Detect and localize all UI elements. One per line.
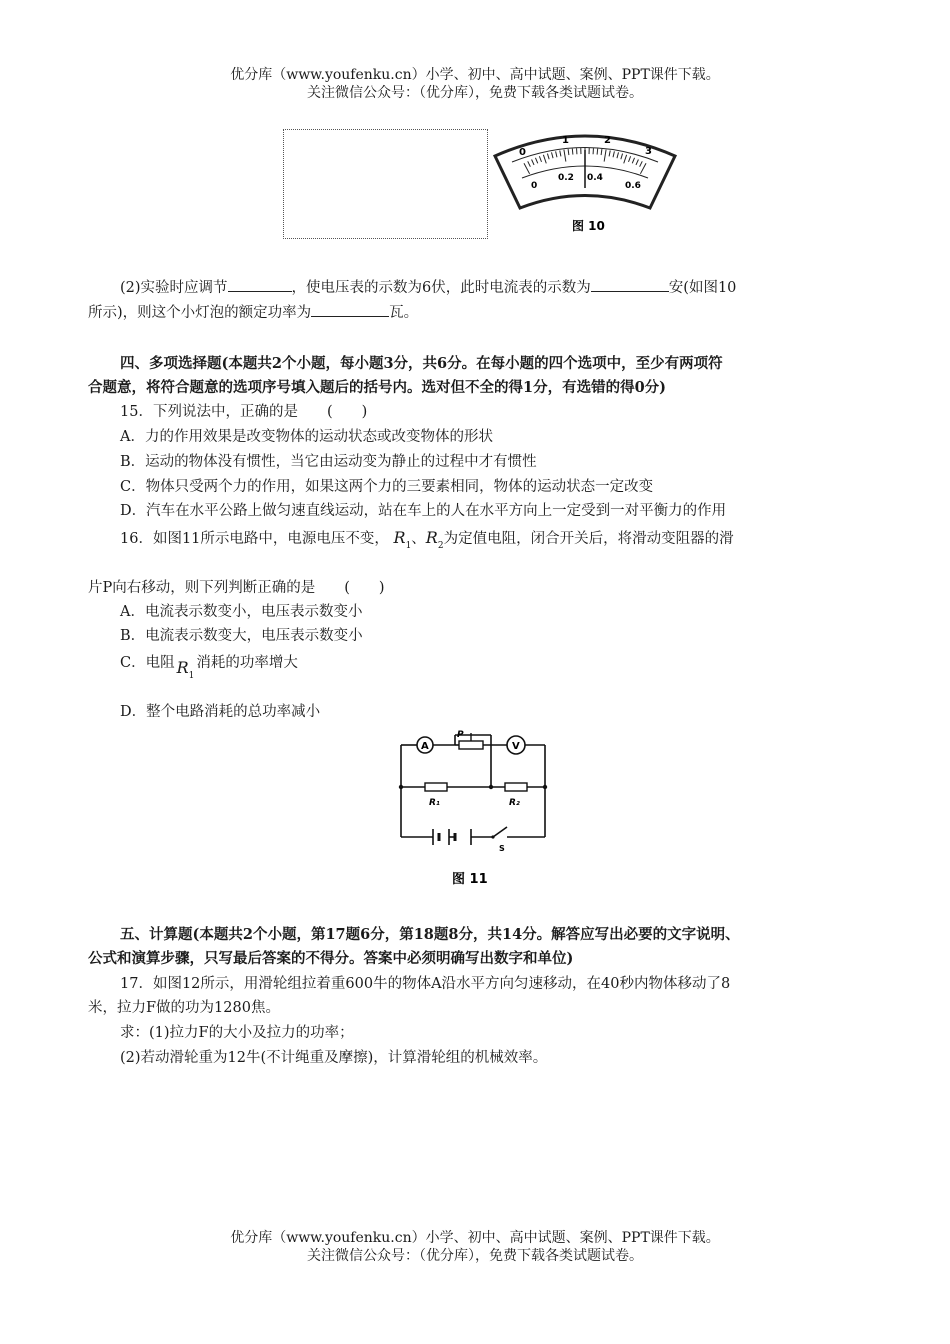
scale-bottom-0: 0 xyxy=(531,181,538,191)
circuit-diagram-figure xyxy=(395,725,555,890)
dial-tick xyxy=(568,149,569,155)
scale-top-3: 3 xyxy=(645,146,652,157)
section5-heading-1: 五、计算题(本题共2个小题，第17题6分，第18题8分，共14分。解答应写出必要的文字说明、 xyxy=(120,926,740,943)
dial-tick xyxy=(528,161,531,166)
r1-symbol xyxy=(425,783,447,791)
q16-option-b: B．电流表示数变大，电压表示数变小 xyxy=(120,628,363,644)
section5-heading-2: 公式和演算步骤，只写最后答案的不得分。答案中必须明确写出数字和单位) xyxy=(88,950,574,967)
dial-tick xyxy=(640,161,643,166)
switch-pivot xyxy=(491,835,494,838)
dial-tick xyxy=(632,158,634,164)
dial-tick xyxy=(543,155,546,164)
dial-tick xyxy=(613,151,614,157)
junction-dot xyxy=(543,785,547,789)
q14-2-line2: 所示)，则这个小灯泡的额定功率为 瓦。 xyxy=(88,302,418,323)
section4-heading-1: 四、多项选择题(本题共2个小题，每小题3分，共6分。在每小题的四个选项中，至少有两项符 xyxy=(120,355,723,372)
dial-tick xyxy=(556,151,557,157)
r2-symbol xyxy=(505,783,527,791)
dial-tick xyxy=(564,150,566,162)
q16-option-a: A．电流表示数变小，电压表示数变小 xyxy=(120,604,363,620)
scale-top-0: 0 xyxy=(519,147,526,158)
drawing-box xyxy=(283,129,488,239)
scale-bottom-2: 0.4 xyxy=(587,173,603,183)
q17-line-1: 17．如图12所示，用滑轮组拉着重600牛的物体A沿水平方向匀速移动，在40秒内物体移动了8 xyxy=(120,976,731,992)
q17-line-2: 米，拉力F做的功为1280焦。 xyxy=(88,1000,280,1016)
q16-option-c: C．电阻 $R_1$消耗的功率增大 xyxy=(120,655,298,681)
dial-tick xyxy=(560,150,561,156)
fig11-caption: 图 11 xyxy=(452,872,488,887)
dial-tick xyxy=(617,152,619,158)
footer-line-1: 优分库（www.youfenku.cn）小学、初中、高中试题、案例、PPT课件下载。 xyxy=(230,1230,720,1246)
dial-tick xyxy=(609,150,610,156)
q15-option-b: B．运动的物体没有惯性，当它由运动变为静止的过程中才有惯性 xyxy=(120,454,537,470)
dial-tick xyxy=(621,154,623,160)
dial-tick xyxy=(532,159,534,164)
dial-tick xyxy=(524,163,530,174)
dial-tick xyxy=(539,156,541,162)
scale-top-1: 1 xyxy=(562,135,569,146)
junction-dot xyxy=(399,785,403,789)
switch-symbol xyxy=(493,827,507,837)
dial-tick xyxy=(604,150,606,162)
dial-tick xyxy=(636,159,638,164)
dial-tick xyxy=(628,156,630,162)
scale-top-2: 2 xyxy=(604,135,611,146)
ammeter-label: A xyxy=(421,741,429,752)
fig10-caption: 图 10 xyxy=(572,219,605,233)
q16-stem-line2: 片P向右移动，则下列判断正确的是 ( ) xyxy=(88,580,385,596)
q17-line-4: (2)若动滑轮重为12牛(不计绳重及摩擦)，计算滑轮组的机械效率。 xyxy=(120,1050,548,1066)
q15-option-d: D．汽车在水平公路上做匀速直线运动，站在车上的人在水平方向上一定受到一对平衡力的作用 xyxy=(120,503,727,519)
dial-tick xyxy=(535,158,537,164)
dial-tick xyxy=(551,152,553,158)
header-line-2: 关注微信公众号：（优分库），免费下载各类试题试卷。 xyxy=(307,85,643,101)
header-line-1: 优分库（www.youfenku.cn）小学、初中、高中试题、案例、PPT课件下载。 xyxy=(230,67,720,83)
dial-tick xyxy=(640,163,646,174)
scale-bottom-3: 0.6 xyxy=(625,181,641,191)
blank-2 xyxy=(591,277,669,292)
q16-option-d: D．整个电路消耗的总功率减小 xyxy=(120,704,321,720)
dial-tick xyxy=(597,149,598,155)
q15-stem: 15．下列说法中，正确的是 ( ) xyxy=(120,404,368,420)
voltmeter-label: V xyxy=(512,741,520,752)
junction-dot xyxy=(489,785,493,789)
q14-2-line1: (2)实验时应调节 ，使电压表的示数为6伏，此时电流表的示数为 安(如图10 xyxy=(120,277,736,298)
q15-option-c: C．物体只受两个力的作用，如果这两个力的三要素相同，物体的运动状态一定改变 xyxy=(120,479,654,495)
blank-1 xyxy=(228,277,292,292)
footer-line-2: 关注微信公众号：（优分库），免费下载各类试题试卷。 xyxy=(307,1248,643,1264)
section4-heading-2: 合题意，将符合题意的选项序号填入题后的括号内。选对但不全的得1分，有选错的得0分) xyxy=(88,379,667,396)
dial-tick xyxy=(601,149,602,155)
q17-line-3: 求：(1)拉力F的大小及拉力的功率； xyxy=(120,1025,354,1041)
q16-stem-line1: 16．如图11所示电路中，电源电压不变， $R_1$、$R_2$为定值电阻，闭合开关后，将滑动变阻器的滑 xyxy=(120,528,734,551)
r1-label: R₁ xyxy=(429,798,440,808)
dial-tick xyxy=(572,149,573,155)
slider-label: P xyxy=(457,730,464,740)
q15-option-a: A．力的作用效果是改变物体的运动状态或改变物体的形状 xyxy=(120,429,493,445)
blank-3 xyxy=(311,302,389,317)
scale-bottom-1: 0.2 xyxy=(558,173,574,183)
rheostat-symbol xyxy=(459,741,483,749)
ammeter-dial-figure xyxy=(490,128,680,238)
r2-label: R₂ xyxy=(509,798,520,808)
dial-tick xyxy=(624,155,627,164)
switch-label: S xyxy=(499,844,505,853)
dial-tick xyxy=(547,154,549,160)
